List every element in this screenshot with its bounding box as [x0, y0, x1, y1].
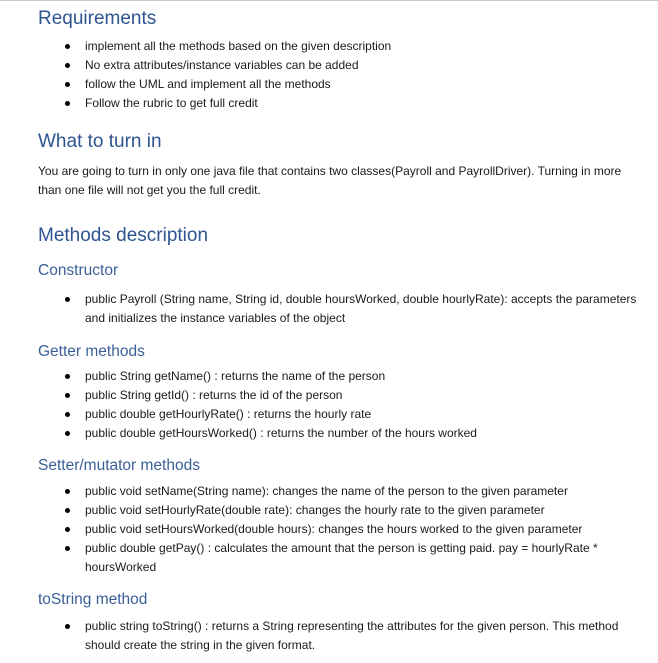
list-item: public String getName() : returns the name of the person	[38, 367, 638, 386]
list-item: public Payroll (String name, String id, double hoursWorked, double hourlyRate): accepts the parameters and initializes the instance variables of the object	[38, 290, 638, 328]
requirements-list	[38, 37, 638, 113]
getter-list	[38, 367, 638, 443]
list-item: public void setName(String name): changes the name of the person to the given parameter	[38, 482, 638, 501]
methods-heading: Methods description	[38, 225, 209, 246]
list-item: public String getId() : returns the id of the person	[38, 386, 638, 405]
tostring-heading: toString method	[38, 591, 148, 608]
turn-in-heading: What to turn in	[38, 131, 162, 152]
list-item: public string toString() : returns a String representing the attributes for the given person. This method should create the string in the given format.	[38, 617, 638, 655]
constructor-list	[38, 290, 638, 328]
turn-in-paragraph: You are going to turn in only one java file that contains two classes(Payroll and PayrollDriver). Turning in more than one file will not get you the full credit.	[38, 164, 622, 197]
tostring-list	[38, 617, 638, 655]
list-item: public void setHourlyRate(double rate): changes the hourly rate to the given parameter	[38, 501, 638, 520]
setter-list	[38, 482, 638, 577]
document-page	[38, 4, 638, 655]
list-item: follow the UML and implement all the methods	[38, 75, 638, 94]
list-item: public void setHoursWorked(double hours): changes the hours worked to the given parameter	[38, 520, 638, 539]
list-item: public double getHoursWorked() : returns the number of the hours worked	[38, 424, 638, 443]
setter-heading: Setter/mutator methods	[38, 457, 200, 474]
list-item: Follow the rubric to get full credit	[38, 94, 638, 113]
getter-heading: Getter methods	[38, 343, 145, 360]
list-item: public double getPay() : calculates the amount that the person is getting paid. pay = hourlyRate * hoursWorked	[38, 539, 638, 577]
list-item: implement all the methods based on the given description	[38, 37, 638, 56]
constructor-heading: Constructor	[38, 262, 119, 279]
requirements-heading: Requirements	[38, 8, 157, 29]
list-item: public double getHourlyRate() : returns the hourly rate	[38, 405, 638, 424]
list-item: No extra attributes/instance variables can be added	[38, 56, 638, 75]
top-divider	[0, 0, 658, 1]
